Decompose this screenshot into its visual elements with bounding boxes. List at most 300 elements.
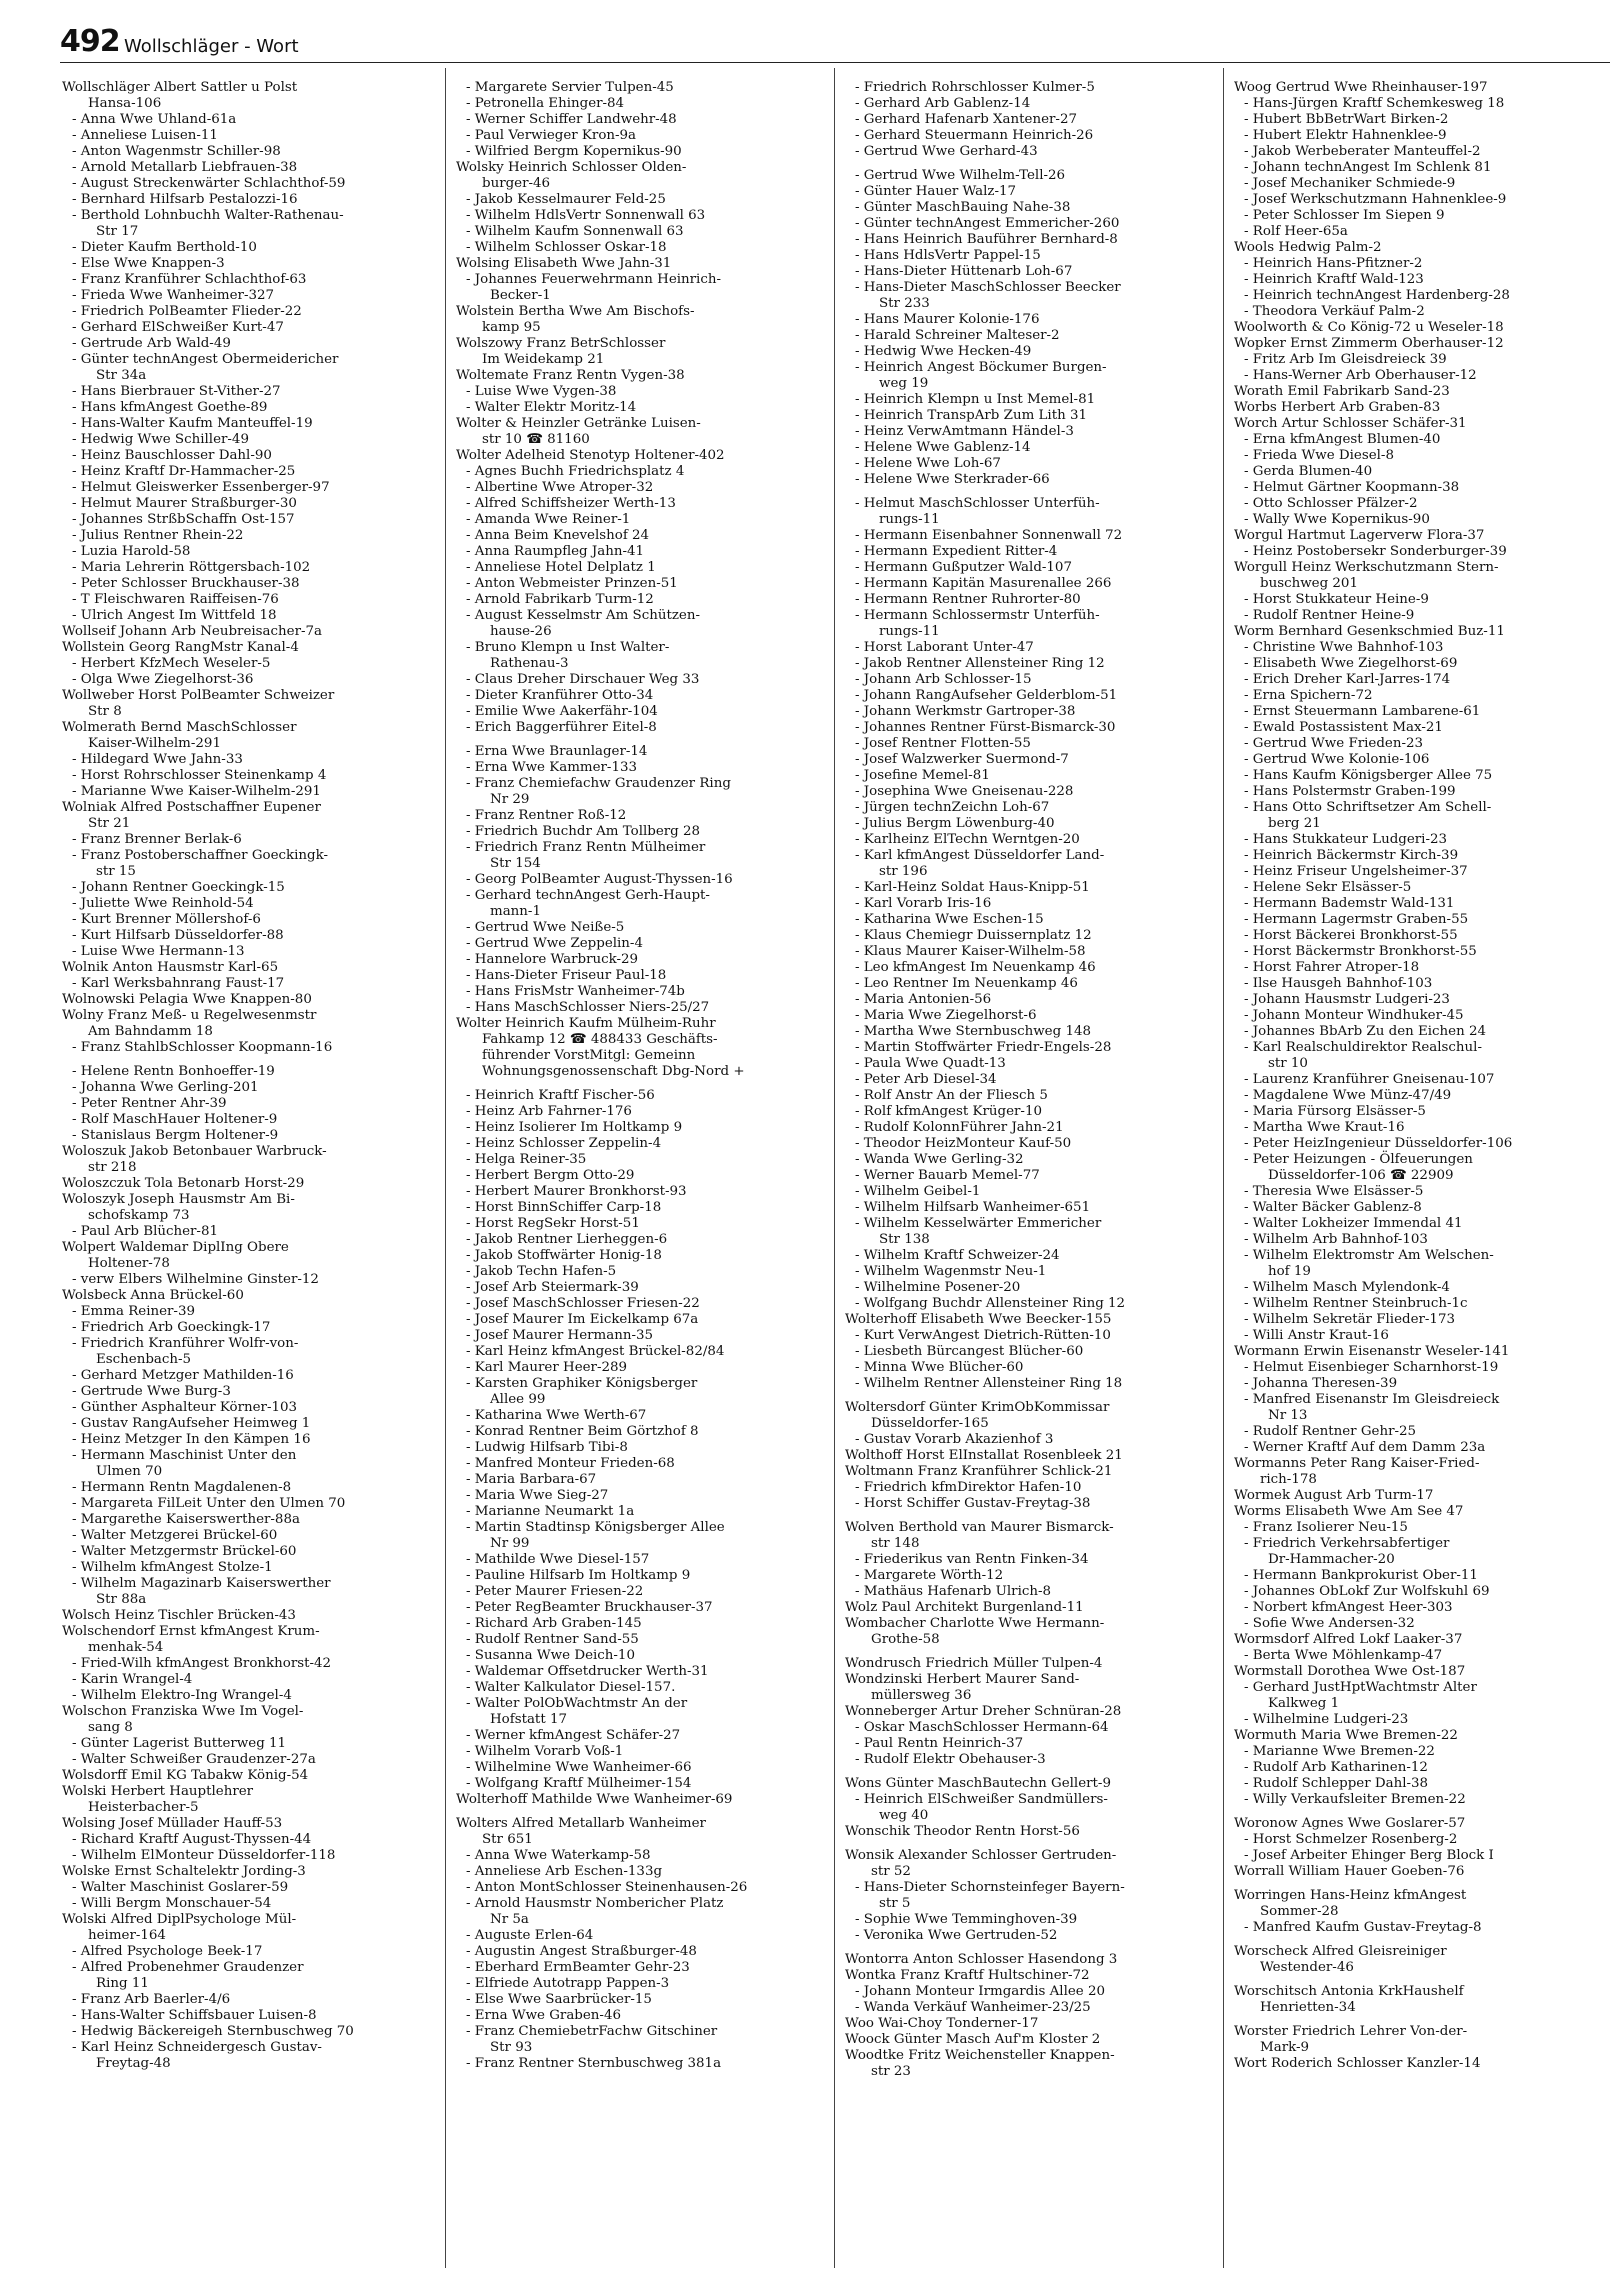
directory-entry: - Magdalene Wwe Münz-47/49 [1234, 1088, 1604, 1104]
directory-entry: - Heinrich Angest Böckumer Burgen- [845, 360, 1215, 376]
directory-entry: - Wilhelm Kesselwärter Emmericher [845, 1216, 1215, 1232]
directory-entry: - Veronika Wwe Gertruden-52 [845, 1928, 1215, 1944]
directory-entry: - Anna Raumpfleg Jahn-41 [456, 544, 826, 560]
directory-entry: - Friedrich Arb Goeckingk-17 [62, 1320, 432, 1336]
entry-gap [845, 1840, 1215, 1848]
directory-entry: Str 93 [490, 2040, 533, 2055]
directory-entry: - Hermann Expedient Ritter-4 [845, 544, 1215, 560]
directory-entry: - Walter Maschinist Goslarer-59 [62, 1880, 432, 1896]
directory-entry: - Margarete Servier Tulpen-45 [456, 80, 826, 96]
directory-entry: - Johann Werkmstr Gartroper-38 [845, 704, 1215, 720]
directory-entry: - Peter HeizIngenieur Düsseldorfer-106 [1234, 1136, 1604, 1152]
directory-entry: Wolsky Heinrich Schlosser Olden- [456, 160, 687, 175]
directory-entry: - Minna Wwe Blücher-60 [845, 1360, 1215, 1376]
directory-entry: Am Bahndamm 18 [88, 1024, 213, 1039]
directory-entry: - Claus Dreher Dirschauer Weg 33 [456, 672, 826, 688]
directory-entry: Woronow Agnes Wwe Goslarer-57 [1234, 1816, 1466, 1831]
directory-entry: str 15 [96, 864, 136, 879]
entry-gap [456, 1808, 826, 1816]
directory-entry: - Elisabeth Wwe Ziegelhorst-69 [1234, 656, 1604, 672]
directory-entry: Woltmann Franz Kranführer Schlick-21 [845, 1464, 1113, 1479]
directory-entry: - Martin Stadtinsp Königsberger Allee [456, 1520, 826, 1536]
directory-entry: müllersweg 36 [871, 1688, 972, 1703]
directory-entry: rungs-11 [879, 624, 940, 639]
directory-entry: - Heinz Kraftf Dr-Hammacher-25 [62, 464, 432, 480]
directory-entry: - Gertrud Wwe Frieden-23 [1234, 736, 1604, 752]
directory-entry: - Gerhard Hafenarb Xantener-27 [845, 112, 1215, 128]
directory-entry: - Konrad Rentner Beim Görtzhof 8 [456, 1424, 826, 1440]
entry-gap [845, 1648, 1215, 1656]
directory-entry: - Arnold Fabrikarb Turm-12 [456, 592, 826, 608]
directory-entry: - Karsten Graphiker Königsberger [456, 1376, 826, 1392]
directory-entry: Wolsing Josef Müllader Hauff-53 [62, 1816, 283, 1831]
directory-entry: Wolpert Waldemar DiplIng Obere [62, 1240, 289, 1255]
directory-entry: - Jakob Rentner Lierheggen-6 [456, 1232, 826, 1248]
directory-entry: - Wilhelm Kraftf Schweizer-24 [845, 1248, 1215, 1264]
directory-entry: - Jakob Stoffwärter Honig-18 [456, 1248, 826, 1264]
directory-entry: - Erich Dreher Karl-Jarres-174 [1234, 672, 1604, 688]
directory-entry: - Hermann Bademstr Wald-131 [1234, 896, 1604, 912]
directory-entry: - Emilie Wwe Aakerfähr-104 [456, 704, 826, 720]
directory-entry: - Anneliese Arb Eschen-133g [456, 1864, 826, 1880]
directory-entry: - Johann Hausmstr Ludgeri-23 [1234, 992, 1604, 1008]
directory-entry: rungs-11 [879, 512, 940, 527]
directory-entry: - Helene Sekr Elsässer-5 [1234, 880, 1604, 896]
directory-entry: - Peter Rentner Ahr-39 [62, 1096, 432, 1112]
directory-entry: Woodtke Fritz Weichensteller Knappen- [845, 2048, 1115, 2063]
directory-entry: - Franz Rentner Roß-12 [456, 808, 826, 824]
directory-entry: Wolszowy Franz BetrSchlosser [456, 336, 666, 351]
directory-entry: - Luzia Harold-58 [62, 544, 432, 560]
entry-gap [1234, 2016, 1604, 2024]
entry-gap [62, 1056, 432, 1064]
directory-entry: Str 154 [490, 856, 541, 871]
directory-entry: - Johannes BbArb Zu den Eichen 24 [1234, 1024, 1604, 1040]
directory-entry: - Friedrich Kranführer Wolfr-von- [62, 1336, 432, 1352]
directory-entry: - Franz StahlbSchlosser Koopmann-16 [62, 1040, 432, 1056]
directory-entry: Wolnowski Pelagia Wwe Knappen-80 [62, 992, 312, 1007]
directory-entry: - Sophie Wwe Temminghoven-39 [845, 1912, 1215, 1928]
directory-entry: Becker-1 [490, 288, 551, 303]
directory-entry: - Hermann Kapitän Masurenallee 266 [845, 576, 1215, 592]
directory-entry: - Rudolf KolonnFührer Jahn-21 [845, 1120, 1215, 1136]
directory-entry: - Ulrich Angest Im Wittfeld 18 [62, 608, 432, 624]
entry-gap [845, 488, 1215, 496]
directory-entry: - Johann Monteur Irmgardis Allee 20 [845, 1984, 1215, 2000]
directory-entry: - Wilhelm Rentner Steinbruch-1c [1234, 1296, 1604, 1312]
directory-entry: hof 19 [1268, 1264, 1311, 1279]
directory-entry: - Horst RegSekr Horst-51 [456, 1216, 826, 1232]
directory-entry: - Helmut Maurer Straßburger-30 [62, 496, 432, 512]
directory-entry: Wolthoff Horst ElInstallat Rosenbleek 21 [845, 1448, 1123, 1463]
directory-entry: - Werner Bauarb Memel-77 [845, 1168, 1215, 1184]
directory-entry: - Richard Arb Graben-145 [456, 1616, 826, 1632]
directory-entry: - Manfred Kaufm Gustav-Freytag-8 [1234, 1920, 1604, 1936]
directory-entry: - Horst Laborant Unter-47 [845, 640, 1215, 656]
directory-entry: - Karlheinz ElTechn Werntgen-20 [845, 832, 1215, 848]
directory-entry: Im Weidekamp 21 [482, 352, 605, 367]
directory-entry: - Maria Fürsorg Elsässer-5 [1234, 1104, 1604, 1120]
directory-entry: Wolski Alfred DiplPsychologe Mül- [62, 1912, 297, 1927]
directory-entry: - Gertrud Wwe Zeppelin-4 [456, 936, 826, 952]
directory-entry: rich-178 [1260, 1472, 1317, 1487]
directory-entry: Str 17 [96, 224, 139, 239]
directory-entry: Wolterhoff Elisabeth Wwe Beecker-155 [845, 1312, 1112, 1327]
directory-entry: - Franz Isolierer Neu-15 [1234, 1520, 1604, 1536]
directory-entry: - Rudolf Arb Katharinen-12 [1234, 1760, 1604, 1776]
directory-entry: - Karl Realschuldirektor Realschul- [1234, 1040, 1604, 1056]
directory-entry: schofskamp 73 [88, 1208, 190, 1223]
directory-entry: - Johannes ObLokf Zur Wolfskuhl 69 [1234, 1584, 1604, 1600]
directory-entry: Wontorra Anton Schlosser Hasendong 3 [845, 1952, 1118, 1967]
directory-entry: - Olga Wwe Ziegelhorst-36 [62, 672, 432, 688]
directory-entry: - Wanda Wwe Gerling-32 [845, 1152, 1215, 1168]
directory-entry: - Kurt Brenner Möllershof-6 [62, 912, 432, 928]
directory-entry: - Hermann Bankprokurist Ober-11 [1234, 1568, 1604, 1584]
directory-entry: Woock Günter Masch Auf'm Kloster 2 [845, 2032, 1101, 2047]
directory-entry: - Rudolf Rentner Sand-55 [456, 1632, 826, 1648]
directory-entry: - Gertrude Arb Wald-49 [62, 336, 432, 352]
directory-entry: Wontka Franz Kraftf Hultschiner-72 [845, 1968, 1090, 1983]
directory-entry: - Franz Chemiefachw Graudenzer Ring [456, 776, 826, 792]
directory-entry: - Peter Arb Diesel-34 [845, 1072, 1215, 1088]
directory-entry: Str 8 [88, 704, 122, 719]
directory-entry: - Johanna Theresen-39 [1234, 1376, 1604, 1392]
directory-entry: - Leo kfmAngest Im Neuenkamp 46 [845, 960, 1215, 976]
directory-entry: Hansa-106 [88, 96, 162, 111]
directory-entry: - Heinrich Kraftf Fischer-56 [456, 1088, 826, 1104]
directory-entry: - Manfred Monteur Frieden-68 [456, 1456, 826, 1472]
directory-entry: Wolterhoff Mathilde Wwe Wanheimer-69 [456, 1792, 733, 1807]
directory-column-3 [845, 80, 1215, 2080]
directory-entry: - Herbert Maurer Bronkhorst-93 [456, 1184, 826, 1200]
directory-entry: - Karin Wrangel-4 [62, 1672, 432, 1688]
directory-entry: - Klaus Chemiegr Duissernplatz 12 [845, 928, 1215, 944]
directory-entry: Str 138 [879, 1232, 930, 1247]
directory-entry: weg 19 [879, 376, 929, 391]
directory-entry: Freytag-48 [96, 2056, 171, 2071]
directory-entry: - Alfred Psychologe Beek-17 [62, 1944, 432, 1960]
directory-entry: - Albertine Wwe Atroper-32 [456, 480, 826, 496]
directory-entry: - Hermann Rentn Magdalenen-8 [62, 1480, 432, 1496]
directory-entry: - Maria Wwe Sieg-27 [456, 1488, 826, 1504]
directory-entry: Wolsing Elisabeth Wwe Jahn-31 [456, 256, 672, 271]
directory-entry: - Richard Kraftf August-Thyssen-44 [62, 1832, 432, 1848]
directory-entry: str 218 [88, 1160, 137, 1175]
directory-entry: Woltersdorf Günter KrimObKommissar [845, 1400, 1110, 1415]
directory-entry: - Wanda Verkäuf Wanheimer-23/25 [845, 2000, 1215, 2016]
directory-entry: - Anna Wwe Uhland-61a [62, 112, 432, 128]
directory-entry: mann-1 [490, 904, 541, 919]
directory-entry: - Paul Rentn Heinrich-37 [845, 1736, 1215, 1752]
directory-entry: - Hedwig Wwe Hecken-49 [845, 344, 1215, 360]
directory-entry: kamp 95 [482, 320, 541, 335]
directory-entry: - Rudolf Elektr Obehauser-3 [845, 1752, 1215, 1768]
directory-entry: - Helene Wwe Gablenz-14 [845, 440, 1215, 456]
directory-entry: Wolven Berthold van Maurer Bismarck- [845, 1520, 1114, 1535]
directory-entry: - Josephina Wwe Gneisenau-228 [845, 784, 1215, 800]
directory-entry: - Willi Bergm Monschauer-54 [62, 1896, 432, 1912]
directory-entry: Wolmerath Bernd MaschSchlosser [62, 720, 297, 735]
directory-entry: - Wilhelm Wagenmstr Neu-1 [845, 1264, 1215, 1280]
directory-entry: - Anneliese Hotel Delplatz 1 [456, 560, 826, 576]
directory-entry: - Hermann Schlossermstr Unterfüh- [845, 608, 1215, 624]
directory-entry: - Heinrich ElSchweißer Sandmüllers- [845, 1792, 1215, 1808]
directory-entry: Wollseif Johann Arb Neubreisacher-7a [62, 624, 322, 639]
directory-entry: - Maria Lehrerin Röttgersbach-102 [62, 560, 432, 576]
directory-entry: - Wilhelmine Ludgeri-23 [1234, 1712, 1604, 1728]
directory-entry: - Gertrud Wwe Wilhelm-Tell-26 [845, 168, 1215, 184]
directory-entry: Nr 13 [1268, 1408, 1308, 1423]
directory-entry: - Kurt Hilfsarb Düsseldorfer-88 [62, 928, 432, 944]
directory-entry: - Jakob Werbeberater Manteuffel-2 [1234, 144, 1604, 160]
directory-entry: - Friedrich Buchdr Am Tollberg 28 [456, 824, 826, 840]
directory-entry: - Friedrich kfmDirektor Hafen-10 [845, 1480, 1215, 1496]
directory-entry: - Horst Rohrschlosser Steinenkamp 4 [62, 768, 432, 784]
directory-entry: Wollweber Horst PolBeamter Schweizer [62, 688, 335, 703]
directory-entry: - Bernhard Hilfsarb Pestalozzi-16 [62, 192, 432, 208]
directory-entry: - Günter MaschBauing Nahe-38 [845, 200, 1215, 216]
directory-entry: - Hans-Dieter MaschSchlosser Beecker [845, 280, 1215, 296]
directory-entry: - August Kesselmstr Am Schützen- [456, 608, 826, 624]
directory-entry: - Peter Heizungen - Ölfeuerungen [1234, 1152, 1604, 1168]
directory-entry: - Friedrich PolBeamter Flieder-22 [62, 304, 432, 320]
entry-gap [845, 1768, 1215, 1776]
directory-entry: Holtener-78 [88, 1256, 170, 1271]
directory-entry: - Rudolf Rentner Gehr-25 [1234, 1424, 1604, 1440]
directory-entry: Wollschläger Albert Sattler u Polst [62, 80, 298, 95]
directory-entry: - Wilhelm ElMonteur Düsseldorfer-118 [62, 1848, 432, 1864]
directory-entry: Wons Günter MaschBautechn Gellert-9 [845, 1776, 1111, 1791]
directory-entry: - Hermann Maschinist Unter den [62, 1448, 432, 1464]
directory-entry: - Erna Wwe Kammer-133 [456, 760, 826, 776]
directory-entry: Worster Friedrich Lehrer Von-der- [1234, 2024, 1468, 2039]
directory-entry: - Walter Metzgermstr Brückel-60 [62, 1544, 432, 1560]
directory-entry: - Walter Lokheizer Immendal 41 [1234, 1216, 1604, 1232]
entry-gap [1234, 1976, 1604, 1984]
directory-entry: - Wilhelmine Posener-20 [845, 1280, 1215, 1296]
directory-entry: - Gertrud Wwe Neiße-5 [456, 920, 826, 936]
directory-entry: Wormsdorf Alfred Lokf Laaker-37 [1234, 1632, 1463, 1647]
directory-entry: - Horst Stukkateur Heine-9 [1234, 592, 1604, 608]
directory-entry: - Erna kfmAngest Blumen-40 [1234, 432, 1604, 448]
directory-entry: - Wally Wwe Kopernikus-90 [1234, 512, 1604, 528]
directory-entry: - Wilhelm Arb Bahnhof-103 [1234, 1232, 1604, 1248]
directory-entry: - Günter Lagerist Butterweg 11 [62, 1736, 432, 1752]
directory-entry: - Josef Arb Steiermark-39 [456, 1280, 826, 1296]
directory-entry: - Gerhard Steuermann Heinrich-26 [845, 128, 1215, 144]
directory-entry: - Leo Rentner Im Neuenkamp 46 [845, 976, 1215, 992]
directory-entry: - Wilfried Bergm Kopernikus-90 [456, 144, 826, 160]
directory-entry: - Julius Bergm Löwenburg-40 [845, 816, 1215, 832]
directory-entry: - Sofie Wwe Andersen-32 [1234, 1616, 1604, 1632]
directory-entry: str 5 [879, 1896, 911, 1911]
directory-entry: Wools Hedwig Palm-2 [1234, 240, 1382, 255]
directory-entry: - Hannelore Warbruck-29 [456, 952, 826, 968]
directory-entry: - Hans Otto Schriftsetzer Am Schell- [1234, 800, 1604, 816]
directory-entry: - Paul Arb Blücher-81 [62, 1224, 432, 1240]
directory-entry: Wombacher Charlotte Wwe Hermann- [845, 1616, 1105, 1631]
directory-entry: - Hedwig Bäckereigeh Sternbuschweg 70 [62, 2024, 432, 2040]
directory-column-1 [62, 80, 432, 2072]
directory-entry: str 23 [871, 2064, 911, 2079]
directory-entry: - Hans-Dieter Hüttenarb Loh-67 [845, 264, 1215, 280]
directory-entry: - Ernst Steuermann Lambarene-61 [1234, 704, 1604, 720]
entry-gap [1234, 1808, 1604, 1816]
directory-entry: Westender-46 [1260, 1960, 1354, 1975]
directory-entry: hause-26 [490, 624, 552, 639]
directory-entry: - Hans Maurer Kolonie-176 [845, 312, 1215, 328]
directory-entry: - Wilhelm kfmAngest Stolze-1 [62, 1560, 432, 1576]
directory-entry: - Karl Heinz Schneidergesch Gustav- [62, 2040, 432, 2056]
directory-entry: berg 21 [1268, 816, 1321, 831]
directory-entry: Woo Wai-Choy Tonderner-17 [845, 2016, 1039, 2031]
directory-entry: - Josef MaschSchlosser Friesen-22 [456, 1296, 826, 1312]
directory-entry: str 10 [1268, 1056, 1308, 1071]
directory-entry: - Johann RangAufseher Gelderblom-51 [845, 688, 1215, 704]
directory-entry: - Günter Hauer Walz-17 [845, 184, 1215, 200]
directory-entry: - Hans Kaufm Königsberger Allee 75 [1234, 768, 1604, 784]
directory-entry: Str 21 [88, 816, 131, 831]
directory-entry: - Heinrich Klempn u Inst Memel-81 [845, 392, 1215, 408]
directory-entry: - Peter RegBeamter Bruckhauser-37 [456, 1600, 826, 1616]
directory-entry: - Wilhelm Geibel-1 [845, 1184, 1215, 1200]
directory-entry: Nr 99 [490, 1536, 530, 1551]
directory-entry: Wolschon Franziska Wwe Im Vogel- [62, 1704, 304, 1719]
column-divider [445, 68, 446, 2268]
directory-entry: - Wilhelm Rentner Allensteiner Ring 18 [845, 1376, 1215, 1392]
directory-entry: - Willi Anstr Kraut-16 [1234, 1328, 1604, 1344]
directory-entry: Wolters Alfred Metallarb Wanheimer [456, 1816, 706, 1831]
directory-entry: - Jakob Rentner Allensteiner Ring 12 [845, 656, 1215, 672]
directory-entry: Eschenbach-5 [96, 1352, 192, 1367]
directory-entry: - Franz Arb Baerler-4/6 [62, 1992, 432, 2008]
directory-entry: - Johanna Wwe Gerling-201 [62, 1080, 432, 1096]
directory-entry: - Arnold Metallarb Liebfrauen-38 [62, 160, 432, 176]
directory-entry: - Heinz Isolierer Im Holtkamp 9 [456, 1120, 826, 1136]
directory-entry: - Wilhelm Magazinarb Kaiserswerther [62, 1576, 432, 1592]
directory-entry: str 10 ☎ 81160 [482, 432, 590, 447]
directory-entry: - Karl kfmAngest Düsseldorfer Land- [845, 848, 1215, 864]
directory-entry: - Amanda Wwe Reiner-1 [456, 512, 826, 528]
directory-entry: - Walter Schweißer Graudenzer-27a [62, 1752, 432, 1768]
directory-entry: Wolz Paul Architekt Burgenland-11 [845, 1600, 1084, 1615]
directory-entry: Wolter & Heinzler Getränke Luisen- [456, 416, 701, 431]
directory-entry: - Paula Wwe Quadt-13 [845, 1056, 1215, 1072]
directory-entry: Wormstall Dorothea Wwe Ost-187 [1234, 1664, 1466, 1679]
directory-entry: - Emma Reiner-39 [62, 1304, 432, 1320]
directory-entry: - Willy Verkaufsleiter Bremen-22 [1234, 1792, 1604, 1808]
directory-entry: Wormuth Maria Wwe Bremen-22 [1234, 1728, 1458, 1743]
directory-entry: - Dieter Kranführer Otto-34 [456, 688, 826, 704]
directory-entry: - Berta Wwe Möhlenkamp-47 [1234, 1648, 1604, 1664]
directory-entry: - Erna Wwe Braunlager-14 [456, 744, 826, 760]
directory-entry: - Jürgen technZeichn Loh-67 [845, 800, 1215, 816]
directory-entry: Worath Emil Fabrikarb Sand-23 [1234, 384, 1450, 399]
directory-entry: - Helmut Gleiswerker Essenberger-97 [62, 480, 432, 496]
directory-entry: - August Streckenwärter Schlachthof-59 [62, 176, 432, 192]
directory-entry: - Berthold Lohnbuchh Walter-Rathenau- [62, 208, 432, 224]
directory-entry: - Luise Wwe Vygen-38 [456, 384, 826, 400]
directory-entry: - Theresia Wwe Elsässer-5 [1234, 1184, 1604, 1200]
directory-entry: Düsseldorfer-106 ☎ 22909 [1268, 1168, 1454, 1183]
directory-entry: - Marianne Wwe Bremen-22 [1234, 1744, 1604, 1760]
directory-entry: menhak-54 [88, 1640, 164, 1655]
directory-entry: Henrietten-34 [1260, 2000, 1356, 2015]
column-divider [834, 68, 835, 2268]
directory-entry: Wormann Erwin Eisenanstr Weseler-141 [1234, 1344, 1510, 1359]
directory-entry: - Johann Arb Schlosser-15 [845, 672, 1215, 688]
directory-entry: Woloszuk Jakob Betonbauer Warbruck- [62, 1144, 327, 1159]
directory-entry: - Helene Wwe Sterkrader-66 [845, 472, 1215, 488]
directory-entry: - Kurt VerwAngest Dietrich-Rütten-10 [845, 1328, 1215, 1344]
directory-entry: - Margarete Wörth-12 [845, 1568, 1215, 1584]
directory-entry: buschweg 201 [1260, 576, 1358, 591]
directory-entry: - Josef Werkschutzmann Hahnenklee-9 [1234, 192, 1604, 208]
directory-entry: - Wilhelm Kaufm Sonnenwall 63 [456, 224, 826, 240]
entry-gap [845, 1944, 1215, 1952]
directory-entry: - Heinz Schlosser Zeppelin-4 [456, 1136, 826, 1152]
directory-entry: - Hildegard Wwe Jahn-33 [62, 752, 432, 768]
directory-entry: Wonsik Alexander Schlosser Gertruden- [845, 1848, 1117, 1863]
directory-entry: - Hans HdlsVertr Pappel-15 [845, 248, 1215, 264]
directory-entry: - Erich Baggerführer Eitel-8 [456, 720, 826, 736]
directory-entry: - Gerhard Arb Gablenz-14 [845, 96, 1215, 112]
directory-entry: Düsseldorfer-165 [871, 1416, 989, 1431]
directory-entry: - Friederikus van Rentn Finken-34 [845, 1552, 1215, 1568]
directory-entry: - Frieda Wwe Diesel-8 [1234, 448, 1604, 464]
directory-entry: - Johann Monteur Windhuker-45 [1234, 1008, 1604, 1024]
directory-entry: - Heinrich Bäckermstr Kirch-39 [1234, 848, 1604, 864]
directory-entry: - Julius Rentner Rhein-22 [62, 528, 432, 544]
directory-column-4 [1234, 80, 1604, 2072]
entry-gap [845, 160, 1215, 168]
directory-entry: - Wilhelm Sekretär Flieder-173 [1234, 1312, 1604, 1328]
directory-entry: - Eberhard ErmBeamter Gehr-23 [456, 1960, 826, 1976]
directory-entry: Rathenau-3 [490, 656, 569, 671]
directory-entry: Sommer-28 [1260, 1904, 1339, 1919]
directory-entry: - Josef Maurer Hermann-35 [456, 1328, 826, 1344]
directory-entry: - Fried-Wilh kfmAngest Bronkhorst-42 [62, 1656, 432, 1672]
page-header [60, 24, 1610, 63]
directory-entry: - Josef Walzwerker Suermond-7 [845, 752, 1215, 768]
directory-entry: - Maria Antonien-56 [845, 992, 1215, 1008]
entry-gap [1234, 1880, 1604, 1888]
directory-entry: - Marianne Wwe Kaiser-Wilhelm-291 [62, 784, 432, 800]
directory-entry: - Petronella Ehinger-84 [456, 96, 826, 112]
directory-entry: - Katharina Wwe Werth-67 [456, 1408, 826, 1424]
directory-entry: führender VorstMitgl: Gemeinn [482, 1048, 696, 1063]
directory-entry: - Hans-Werner Arb Oberhauser-12 [1234, 368, 1604, 384]
directory-entry: - Theodora Verkäuf Palm-2 [1234, 304, 1604, 320]
directory-entry: - Anton Webmeister Prinzen-51 [456, 576, 826, 592]
directory-entry: - Jakob Techn Hafen-5 [456, 1264, 826, 1280]
directory-entry: - Hans kfmAngest Goethe-89 [62, 400, 432, 416]
directory-entry: Woltemate Franz Rentn Vygen-38 [456, 368, 685, 383]
directory-entry: - Oskar MaschSchlosser Hermann-64 [845, 1720, 1215, 1736]
directory-entry: - Heinrich Kraftf Wald-123 [1234, 272, 1604, 288]
directory-entry: Str 651 [482, 1832, 533, 1847]
directory-entry: - Johannes StrßbSchaffn Ost-157 [62, 512, 432, 528]
directory-entry: - Dieter Kaufm Berthold-10 [62, 240, 432, 256]
directory-entry: - Frieda Wwe Wanheimer-327 [62, 288, 432, 304]
directory-entry: Worgull Heinz Werkschutzmann Stern- [1234, 560, 1499, 575]
directory-entry: - Walter Metzgerei Brückel-60 [62, 1528, 432, 1544]
directory-entry: - Laurenz Kranführer Gneisenau-107 [1234, 1072, 1604, 1088]
directory-entry: - Walter Elektr Moritz-14 [456, 400, 826, 416]
directory-entry: Worringen Hans-Heinz kfmAngest [1234, 1888, 1467, 1903]
directory-entry: Worschitsch Antonia KrkHaushelf [1234, 1984, 1464, 1999]
